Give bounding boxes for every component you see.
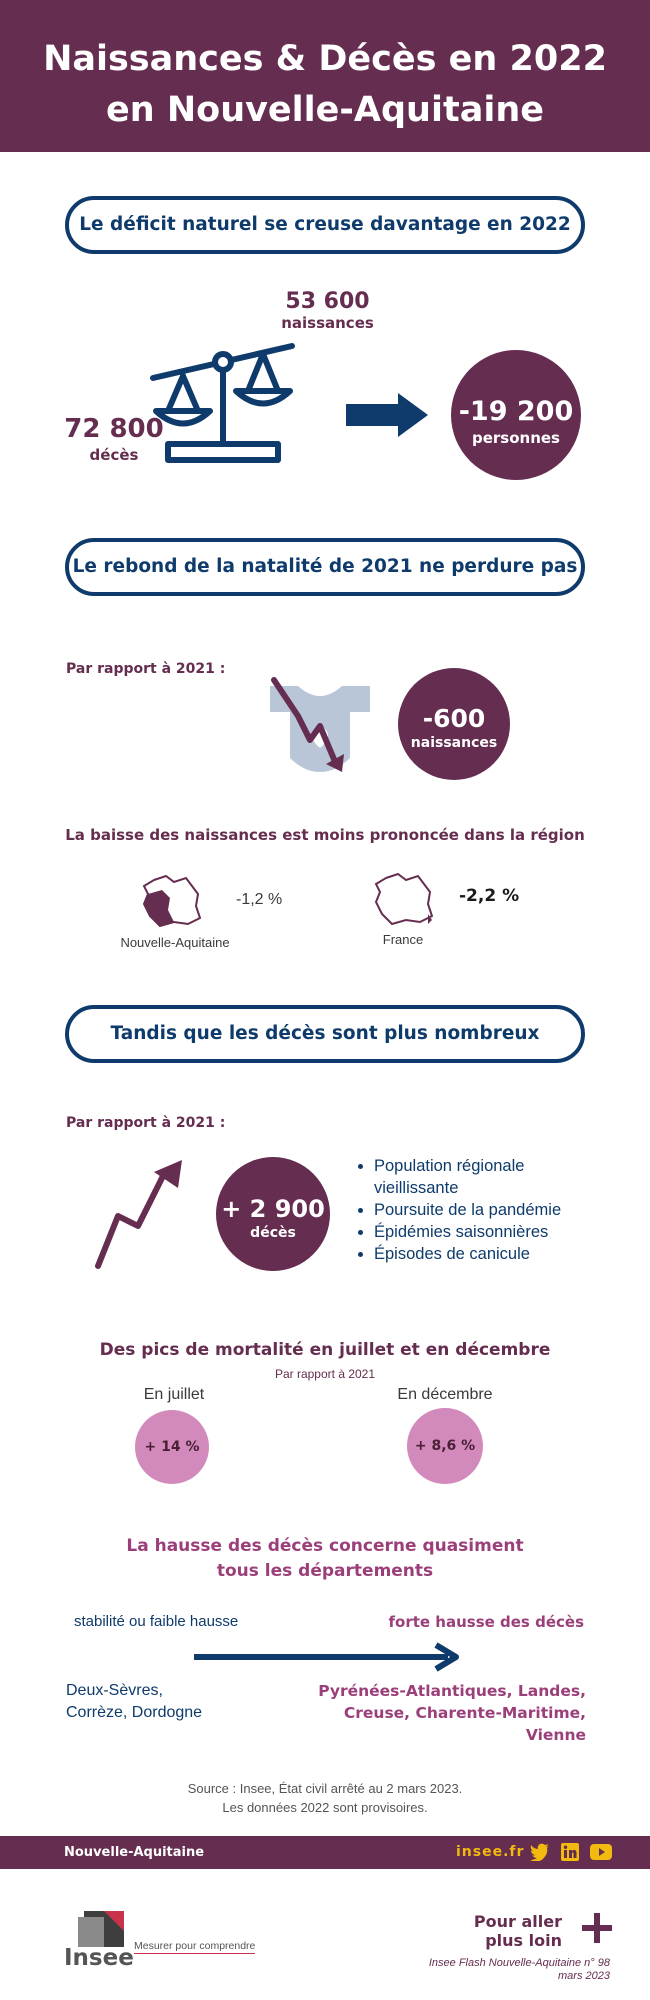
births-change-label: naissances (410, 735, 498, 751)
section-deaths-pill: Tandis que les décès sont plus nombreux (65, 1005, 585, 1063)
region-name: Nouvelle-Aquitaine (120, 935, 230, 950)
balance-value: -19 200 (458, 396, 574, 427)
natural-balance-circle (451, 350, 581, 480)
page-title: Naissances & Décès en 2022 en Nouvelle-Aquitaine (43, 39, 607, 130)
compare-label-births: Par rapport à 2021 : (66, 661, 226, 677)
deaths-label: décès (89, 446, 139, 464)
scale-arrow-icon (194, 1642, 464, 1672)
peaks-title: Des pics de mortalité en juillet et en décembre (99, 1340, 551, 1360)
source-note: Source : Insee, État civil arrêté au 2 mars 2023. Les données 2022 sont provisoires. (187, 1781, 463, 1815)
footer-region: Nouvelle-Aquitaine (64, 1845, 205, 1860)
compare-label-deaths: Par rapport à 2021 : (66, 1115, 226, 1131)
france-name: France (382, 932, 424, 947)
births-subtitle: La baisse des naissances est moins prononcée dans la région (65, 826, 585, 844)
december-label: En décembre (397, 1386, 493, 1403)
cause-item: • Poursuite de la pandémie (374, 1199, 614, 1221)
deaths-value: 72 800 (64, 414, 164, 444)
july-label: En juillet (143, 1386, 205, 1403)
insee-site-link[interactable]: insee.fr (456, 1844, 525, 1860)
insee-logo-mark-icon (64, 1909, 126, 1949)
rising-trend-icon (94, 1158, 186, 1270)
publication-ref: Insee Flash Nouvelle-Aquitaine n° 98 mars 2023 (428, 1957, 610, 1982)
deaths-change-value: + 2 900 (221, 1195, 325, 1223)
low-departments-list: Deux-Sèvres, Corrèze, Dordogne (66, 1682, 203, 1721)
section-deficit-pill: Le déficit naturel se creuse davantage en 2022 (65, 196, 585, 254)
births-change-circle (398, 668, 510, 780)
cause-item: • Épidémies saisonnières (374, 1221, 614, 1243)
death-causes-list (354, 1155, 614, 1265)
july-value-circle: + 14 % (135, 1410, 209, 1484)
plus-icon[interactable] (582, 1913, 612, 1943)
departments-title: La hausse des décès concerne quasiment tous les départements (126, 1536, 524, 1581)
peaks-subtitle: Par rapport à 2021 (274, 1367, 376, 1381)
insee-logo (64, 1909, 134, 1971)
december-value-circle: + 8,6 % (407, 1408, 483, 1484)
france-value: -2,2 % (459, 886, 520, 906)
more-link[interactable]: Pour aller plus loin (473, 1912, 562, 1950)
insee-logo-text: Insee (64, 1945, 134, 1971)
nouvelle-aquitaine-map-icon (140, 872, 206, 928)
births-change-value: -600 (422, 704, 486, 733)
cause-item: • Population régionale vieillissante (374, 1155, 614, 1199)
births-label: naissances (281, 314, 374, 332)
youtube-icon[interactable] (590, 1844, 612, 1860)
cause-item: • Épisodes de canicule (374, 1243, 614, 1265)
footer-bar (0, 1836, 650, 1869)
deaths-change-label: décès (250, 1225, 296, 1241)
births-value: 53 600 (285, 289, 370, 314)
right-arrow-icon (346, 393, 428, 437)
balance-label: personnes (471, 429, 560, 447)
insee-tagline: Mesurer pour comprendre (134, 1940, 256, 1952)
france-map-icon (372, 870, 438, 926)
section-natality-pill: Le rebond de la natalité de 2021 ne perdure pas (65, 538, 585, 596)
header-banner (0, 0, 650, 152)
twitter-icon[interactable] (530, 1843, 550, 1861)
deaths-change-circle (216, 1157, 330, 1271)
baby-bodysuit-icon (268, 672, 372, 776)
region-value: -1,2 % (236, 891, 283, 908)
high-departments-list: Pyrénées-Atlantiques, Landes, Creuse, Charente-Maritime, Vienne (318, 1682, 586, 1744)
low-increase-label: stabilité ou faible hausse (74, 1613, 239, 1630)
balance-scale-icon (148, 336, 298, 468)
linkedin-icon[interactable] (561, 1843, 579, 1861)
high-increase-label: forte hausse des décès (388, 1613, 584, 1631)
